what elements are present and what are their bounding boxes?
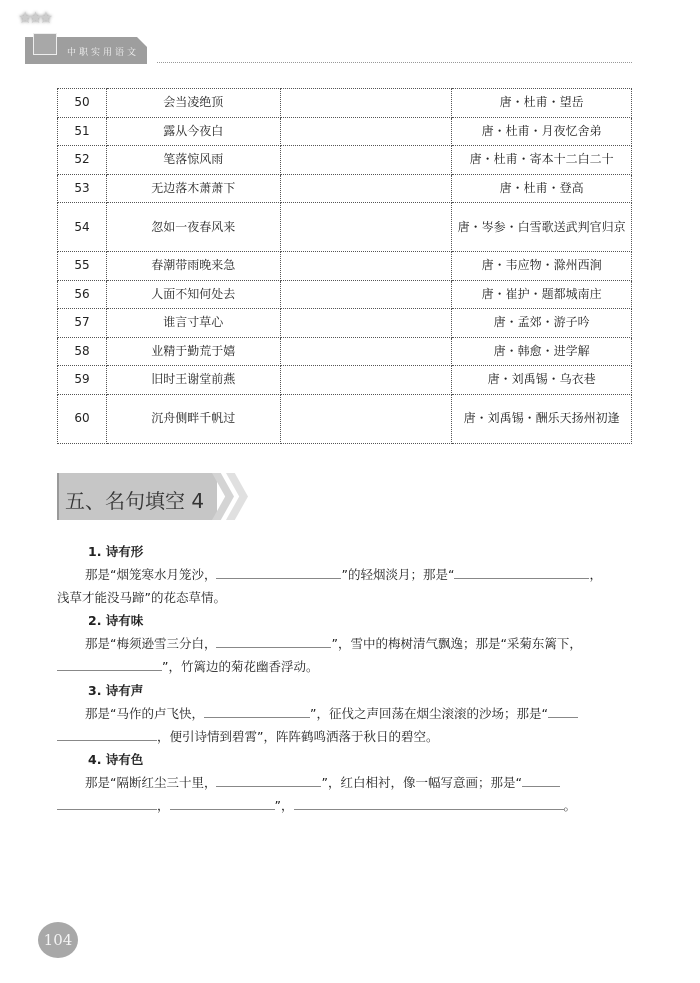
item-heading: 2. 诗有味 [88, 613, 144, 628]
table-row [58, 117, 632, 146]
answer-blank[interactable] [170, 798, 275, 810]
poem-line: 旧时王谢堂前燕 [106, 366, 280, 395]
answer-blank[interactable] [294, 798, 564, 810]
poem-source: 唐・杜甫・登高 [452, 174, 632, 203]
row-number: 53 [58, 174, 107, 203]
poem-line: 人面不知何处去 [106, 280, 280, 309]
item-text: 浅草才能没马蹄”的花态草情。 [57, 590, 226, 605]
poem-source: 唐・崔护・题都城南庄 [452, 280, 632, 309]
item-text: 那是“隔断红尘三十里， ”，红白相衬，像一幅写意画；那是“ [85, 775, 560, 791]
answer-blank[interactable] [204, 706, 310, 718]
table-row [58, 280, 632, 309]
table-row [58, 174, 632, 203]
poem-line: 露从今夜白 [106, 117, 280, 146]
row-number: 52 [58, 146, 107, 175]
book-title: 中职实用语文 [67, 48, 140, 58]
answer-cell[interactable] [280, 280, 452, 309]
answer-cell[interactable] [280, 117, 452, 146]
answer-cell[interactable] [280, 394, 452, 443]
table-row [58, 146, 632, 175]
item-text: ，便引诗情到碧霄”，阵阵鹤鸣洒落于秋日的碧空。 [57, 729, 438, 745]
poem-line: 会当凌绝顶 [106, 89, 280, 118]
row-number: 58 [58, 337, 107, 366]
answer-cell[interactable] [280, 203, 452, 252]
answer-cell[interactable] [280, 366, 452, 395]
table-row [58, 252, 632, 281]
answer-blank[interactable] [57, 659, 162, 671]
answer-cell[interactable] [280, 89, 452, 118]
poem-source: 唐・杜甫・寄本十二白二十 [452, 146, 632, 175]
poem-source: 唐・刘禹锡・乌衣巷 [452, 366, 632, 395]
row-number: 56 [58, 280, 107, 309]
item-text: 那是“梅须逊雪三分白， ”，雪中的梅树清气飘逸；那是“采菊东篱下， [85, 636, 582, 651]
row-number: 55 [58, 252, 107, 281]
poem-table [57, 88, 632, 444]
section-header [57, 473, 217, 520]
answer-blank[interactable] [548, 706, 578, 718]
header-square-icon [33, 33, 57, 55]
item-heading: 3. 诗有声 [88, 683, 144, 698]
table-row [58, 89, 632, 118]
item-heading: 1. 诗有形 [88, 544, 144, 559]
answer-blank[interactable] [216, 775, 321, 787]
item-text: 那是“马作的卢飞快， ”，征伐之声回荡在烟尘滚滚的沙场；那是“ [85, 706, 578, 722]
section-title: 五、名句填空 4 [65, 489, 205, 513]
table-row [58, 337, 632, 366]
table-row [58, 366, 632, 395]
poem-line: 谁言寸草心 [106, 309, 280, 338]
item-text: 那是“烟笼寒水月笼沙， ”的轻烟淡月；那是“ ， [85, 567, 602, 582]
answer-blank[interactable] [57, 729, 157, 741]
header-divider [157, 62, 632, 63]
stars-decoration-icon: ★★★ [18, 8, 50, 27]
row-number: 50 [58, 89, 107, 118]
answer-blank[interactable] [454, 567, 589, 579]
poem-line: 无边落木萧萧下 [106, 174, 280, 203]
poem-source: 唐・韦应物・滁州西涧 [452, 252, 632, 281]
table-row [58, 203, 632, 252]
answer-cell[interactable] [280, 309, 452, 338]
poem-source: 唐・杜甫・望岳 [452, 89, 632, 118]
row-number: 59 [58, 366, 107, 395]
table-row [58, 309, 632, 338]
poem-source: 唐・杜甫・月夜忆舍弟 [452, 117, 632, 146]
item-heading: 4. 诗有色 [88, 752, 144, 767]
answer-blank[interactable] [216, 567, 341, 579]
answer-cell[interactable] [280, 146, 452, 175]
answer-blank[interactable] [216, 636, 331, 648]
row-number: 51 [58, 117, 107, 146]
poem-line: 业精于勤荒于嬉 [106, 337, 280, 366]
answer-blank[interactable] [57, 798, 157, 810]
page-number: 104 [38, 922, 78, 958]
item-text: ， ”， 。 [57, 798, 576, 814]
item-text: ”，竹篱边的菊花幽香浮动。 [57, 659, 318, 675]
poem-line: 沉舟侧畔千帆过 [106, 394, 280, 443]
poem-source: 唐・岑参・白雪歌送武判官归京 [452, 203, 632, 252]
poem-line: 忽如一夜春风来 [106, 203, 280, 252]
poem-source: 唐・孟郊・游子吟 [452, 309, 632, 338]
row-number: 57 [58, 309, 107, 338]
row-number: 54 [58, 203, 107, 252]
answer-cell[interactable] [280, 337, 452, 366]
poem-source: 唐・韩愈・进学解 [452, 337, 632, 366]
answer-cell[interactable] [280, 252, 452, 281]
poem-line: 笔落惊风雨 [106, 146, 280, 175]
table-row [58, 394, 632, 443]
poem-source: 唐・刘禹锡・酬乐天扬州初逢 [452, 394, 632, 443]
poem-line: 春潮带雨晚来急 [106, 252, 280, 281]
answer-blank[interactable] [522, 775, 560, 787]
answer-cell[interactable] [280, 174, 452, 203]
row-number: 60 [58, 394, 107, 443]
